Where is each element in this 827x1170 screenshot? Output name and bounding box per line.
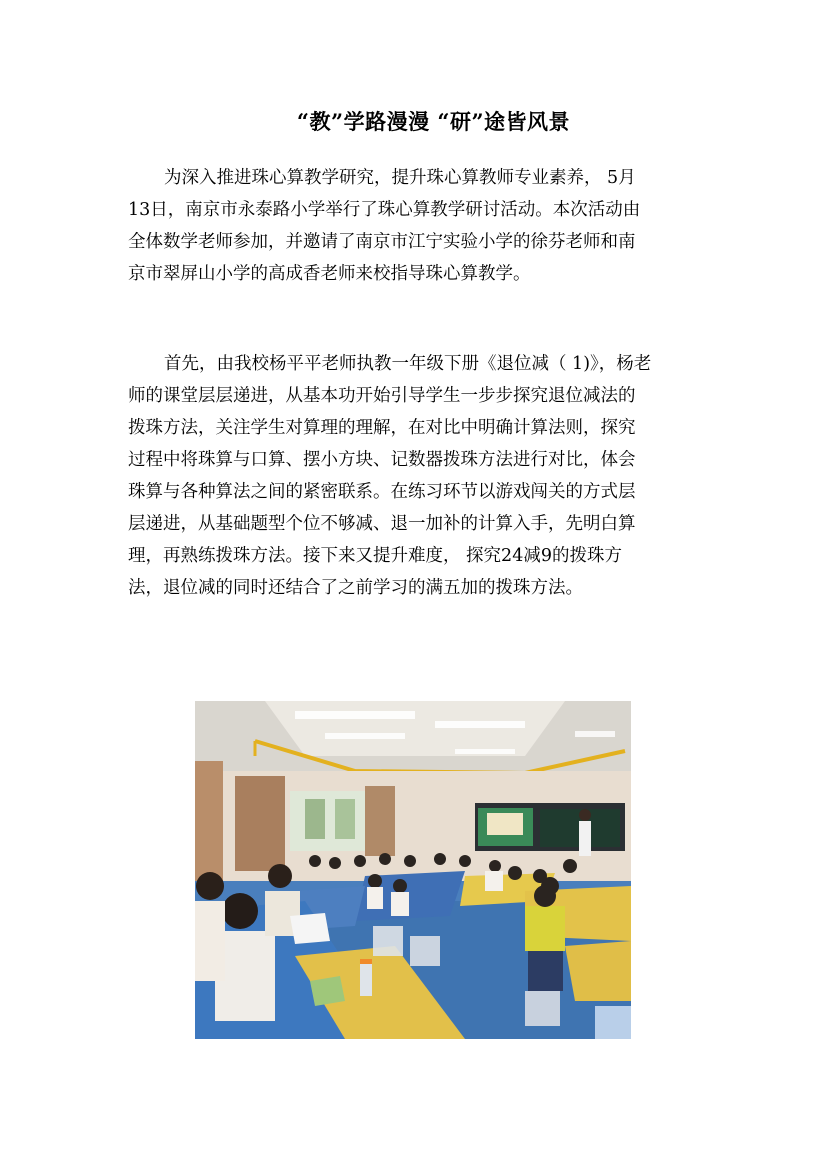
paragraph-lesson (128, 348, 708, 604)
classroom-photo (195, 701, 631, 1039)
article-title: “教”学路漫漫 “研”途皆风景 (296, 109, 571, 134)
paragraph-line: 13日，南京市永泰路小学举行了珠心算教学研讨活动。本次活动由 (128, 200, 641, 220)
paragraph-line: 理，再熟练拨珠方法。接下来又提升难度， 探究24减9的拨珠方 (128, 546, 622, 566)
paragraph-line: 过程中将珠算与口算、摆小方块、记数器拨珠方法进行对比，体会 (128, 450, 636, 470)
paragraph-line: 珠算与各种算法之间的紧密联系。在练习环节以游戏闯关的方式层 (128, 482, 636, 502)
paragraph-line: 层递进，从基础题型个位不够减、退一加补的计算入手，先明白算 (128, 514, 636, 534)
paragraph-line: 拨珠方法，关注学生对算理的理解，在对比中明确计算法则，探究 (128, 418, 636, 438)
paragraph-line: 首先，由我校杨平平老师执教一年级下册《退位减（ 1)》，杨老 (164, 354, 652, 374)
paragraph-line: 为深入推进珠心算教学研究，提升珠心算教师专业素养， 5月 (164, 168, 636, 188)
paragraph-line: 京市翠屏山小学的高成香老师来校指导珠心算教学。 (128, 264, 531, 284)
paragraph-intro (128, 162, 708, 290)
paragraph-line: 师的课堂层层递进，从基本功开始引导学生一步步探究退位减法的 (128, 386, 636, 406)
paragraph-line: 全体数学老师参加，并邀请了南京市江宁实验小学的徐芬老师和南 (128, 232, 636, 252)
paragraph-line: 法，退位减的同时还结合了之前学习的满五加的拨珠方法。 (128, 578, 583, 598)
